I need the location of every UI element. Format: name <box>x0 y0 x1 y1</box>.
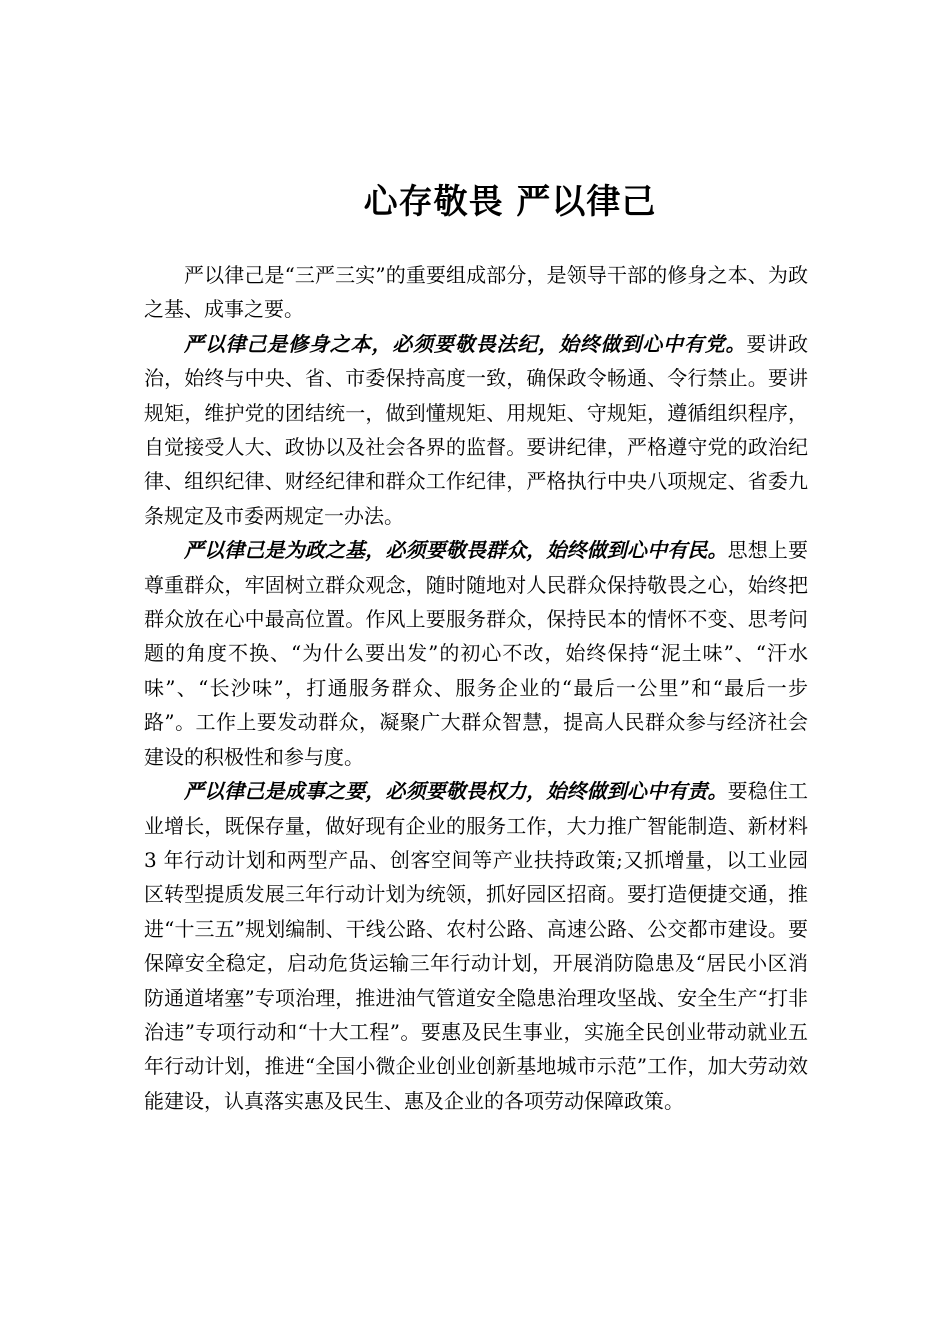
paragraph-lead: 严以律己是成事之要，必须要敬畏权力，始终做到心中有责。 <box>184 779 728 804</box>
paragraph-self-cultivation <box>144 327 808 533</box>
paragraph-text: 要稳住工业增长，既保存量，做好现有企业的服务工作，大力推广智能制造、新材料 3 年行动计划和两型产品、创客空间等产业扶持政策;又抓增量，以工业园区转型提质发展三年行动计划为统领，抓好园区招商。要打造便捷交通，推进“十三五”规划编制、干线公路、农村公路、高速公路、公交都市建设。要保障安全稳定，启动危货运输三年行动计划，开展消防隐患及“居民小区消防通道堵塞”专项治理，推进油气管道安全隐患治理攻坚战、安全生产“打非治违”专项行动和“十大工程”。要惠及民生事业，实施全民创业带动就业五年行动计划，推进“全国小微企业创业创新基地城市示范”工作，加大劳动效能建设，认真落实惠及民生、惠及企业的各项劳动保障政策。 <box>144 779 809 1113</box>
paragraph-text: 思想上要尊重群众，牢固树立群众观念，随时随地对人民群众保持敬畏之心，始终把群众放在心中最高位置。作风上要服务群众，保持民本的情怀不变、思考问题的角度不换、“为什么要出发”的初心不改，始终保持“泥土味”、“汗水味”、“长沙味”，打通服务群众、服务企业的“最后一公里”和“最后一步路”。工作上要发动群众，凝聚广大群众智慧，提高人民群众参与经济社会建设的积极性和参与度。 <box>144 538 809 769</box>
paragraph-lead: 严以律己是修身之本，必须要敬畏法纪，始终做到心中有党。 <box>184 331 747 356</box>
document-title: 心存敬畏 严以律己 <box>363 182 657 222</box>
paragraph-accomplishment <box>144 774 808 1118</box>
paragraph-governance <box>144 533 808 774</box>
document-body <box>144 258 808 1118</box>
paragraph-text: 严以律己是“三严三实”的重要组成部分，是领导干部的修身之本、为政之基、成事之要。 <box>144 263 808 322</box>
paragraph-lead: 严以律己是为政之基，必须要敬畏群众，始终做到心中有民。 <box>184 538 728 563</box>
paragraph-intro <box>144 258 808 327</box>
paragraph-text: 要讲政治，始终与中央、省、市委保持高度一致，确保政令畅通、令行禁止。要讲规矩，维护党的团结统一，做到懂规矩、用规矩、守规矩，遵循组织程序，自觉接受人大、政协以及社会各界的监督。要讲纪律，严格遵守党的政治纪律、组织纪律、财经纪律和群众工作纪律，严格执行中央八项规定、省委九条规定及市委两规定一办法。 <box>144 331 809 528</box>
